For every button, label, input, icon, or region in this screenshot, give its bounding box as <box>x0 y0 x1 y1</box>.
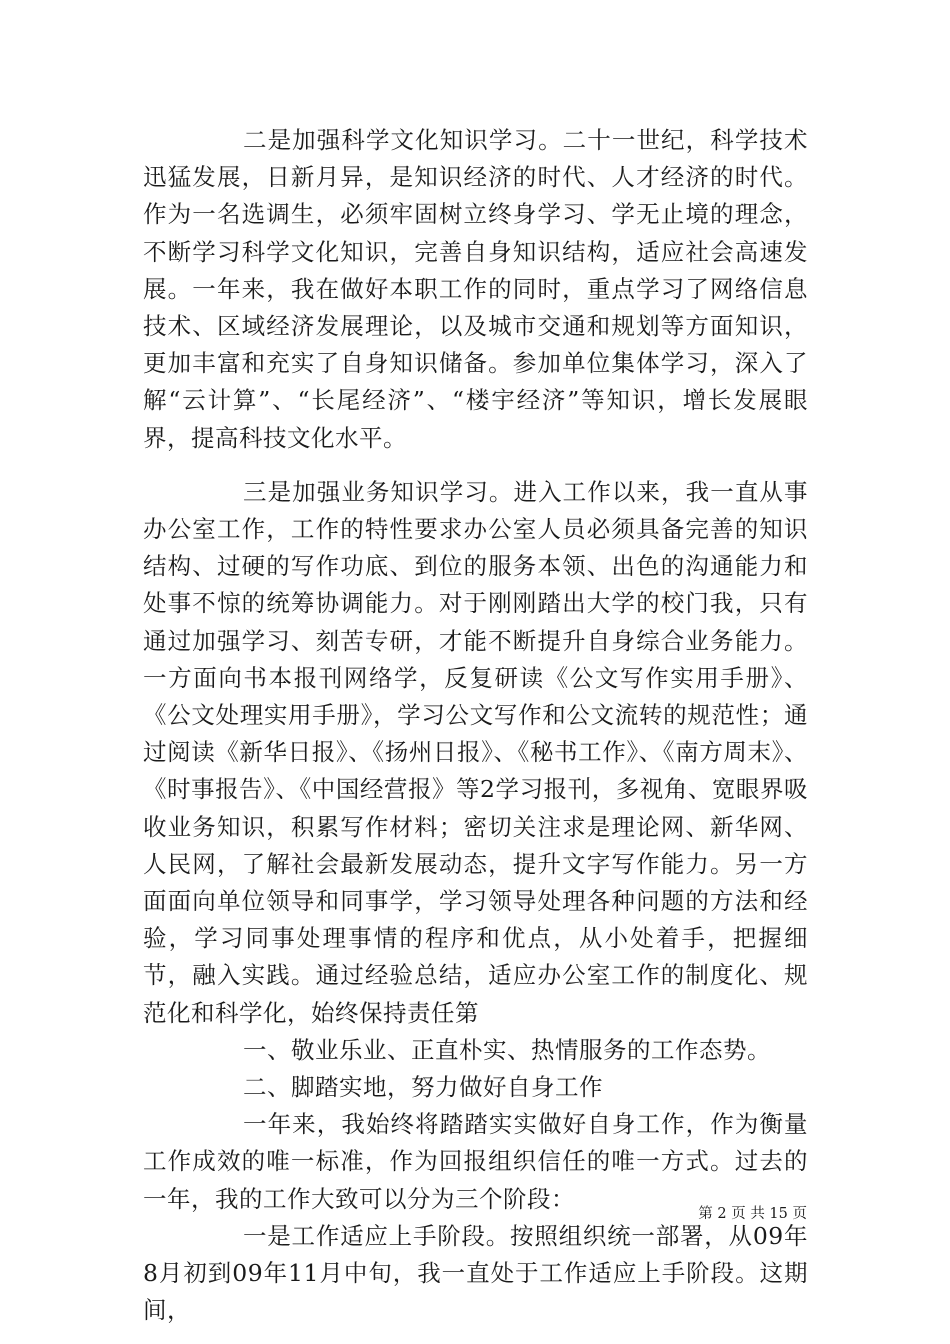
paragraph-year-summary: 一年来，我始终将踏踏实实做好自身工作，作为衡量工作成效的唯一标准，作为回报组织信任的唯一方式。过去的一年，我的工作大致可以分为三个阶段： <box>143 1110 808 1213</box>
section-heading-down-to-earth: 二、脚踏实地，努力做好自身工作 <box>243 1073 603 1102</box>
paragraph-adaptation-stage: 一是工作适应上手阶段。按照组织统一部署，从09年8月初到09年11月中旬，我一直处于工作适应上手阶段。这期间， <box>143 1221 808 1325</box>
page-number: 第 2 页 共 15 页 <box>698 1206 807 1222</box>
paragraph-work-attitude: 一、敬业乐业、正直朴实、热情服务的工作态势。 <box>243 1035 771 1064</box>
paragraph-science-learning: 二是加强科学文化知识学习。二十一世纪，科学技术迅猛发展，日新月异，是知识经济的时代、人才经济的时代。作为一名选调生，必须牢固树立终身学习、学无止境的理念，不断学习科学文化知识，完善自身知识结构，适应社会高速发展。一年来，我在做好本职工作的同时，重点学习了网络信息技术、区域经济发展理论，以及城市交通和规划等方面知识，更加丰富和充实了自身知识储备。参加单位集体学习，深入了解“云计算”、“长尾经济”、“楼宇经济”等知识，增长发展眼界，提高科技文化水平。 <box>143 126 808 452</box>
body-text <box>143 122 808 1330</box>
paragraph-business-learning: 三是加强业务知识学习。进入工作以来，我一直从事办公室工作，工作的特性要求办公室人员必须具备完善的知识结构、过硬的写作功底、到位的服务本领、出色的沟通能力和处事不惊的统筹协调能力。对于刚刚踏出大学的校门我，只有通过加强学习、刻苦专研，才能不断提升自身综合业务能力。一方面向书本报刊网络学，反复研读《公文写作实用手册》、《公文处理实用手册》，学习公文写作和公文流转的规范性；通过阅读《新华日报》、《扬州日报》、《秘书工作》、《南方周末》、《时事报告》、《中国经营报》等2学习报刊，多视角、宽眼界吸收业务知识，积累写作材料；密切关注求是理论网、新华网、人民网，了解社会最新发展动态，提升文字写作能力。另一方面面向单位领导和同事学，学习领导处理各种问题的方法和经验，学习同事处理事情的程序和优点，从小处着手，把握细节，融入实践。通过经验总结，适应办公室工作的制度化、规范化和科学化，始终保持责任第 <box>143 477 808 1027</box>
